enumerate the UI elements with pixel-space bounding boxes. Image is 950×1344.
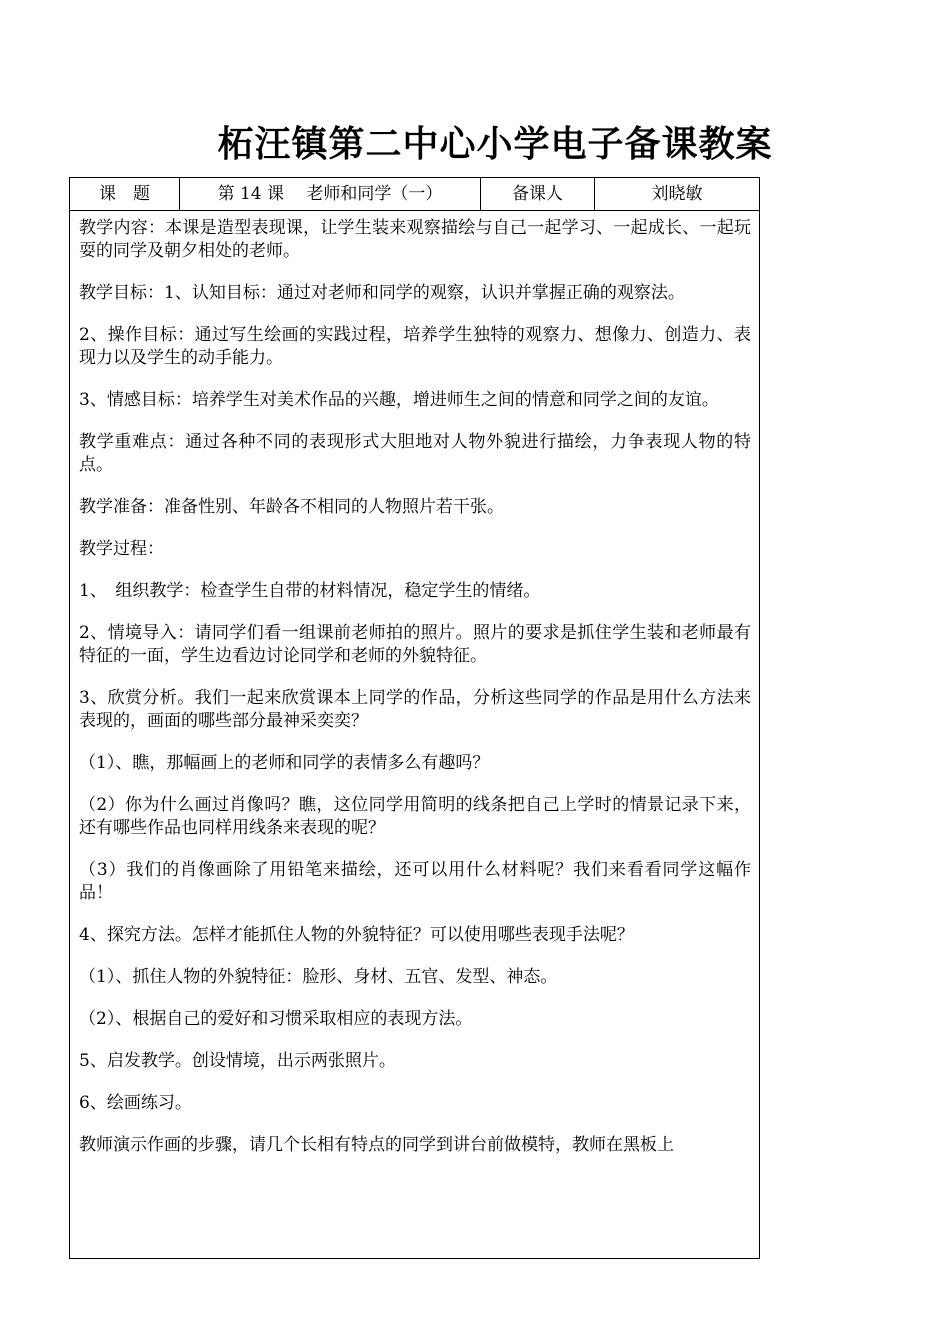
topic-value: 第 14 课 老师和同学（一） — [180, 178, 481, 211]
paragraph-step-4-2: （2）、根据自己的爱好和习惯采取相应的表现方法。 — [79, 1009, 473, 1029]
paragraph-step-4-1: （1）、抓住人物的外貌特征：脸形、身材、五官、发型、神态。 — [79, 967, 558, 987]
header-row — [70, 178, 760, 211]
topic-label: 课 题 — [70, 178, 180, 211]
paragraph-step-6: 6、绘画练习。 — [79, 1093, 192, 1113]
paragraph-step-2: 2、情境导入：请同学们看一组课前老师拍的照片。照片的要求是抓住学生装和老师最有特征的一面，学生边看边讨论同学和老师的外貌特征。 — [79, 623, 751, 666]
paragraph-key-points: 教学重难点：通过各种不同的表现形式大胆地对人物外貌进行描绘，力争表现人物的特点。 — [79, 432, 751, 475]
paragraph-step-3-3: （3）我们的肖像画除了用铅笔来描绘，还可以用什么材料呢？我们来看看同学这幅作品！ — [79, 860, 751, 903]
paragraph-step-1: 1、 组织教学：检查学生自带的材料情况，稳定学生的情绪。 — [79, 581, 541, 601]
paragraph-step-3-2: （2）你为什么画过肖像吗？瞧，这位同学用简明的线条把自己上学时的情景记录下来，还有哪些作品也同样用线条来表现的呢？ — [79, 795, 751, 838]
paragraph-process-heading: 教学过程： — [79, 539, 164, 559]
lesson-content — [70, 211, 760, 1259]
paragraph-step-4: 4、探究方法。怎样才能抓住人物的外貌特征？可以使用哪些表现手法呢？ — [79, 925, 634, 945]
paragraph-step-3-1: （1）、瞧，那幅画上的老师和同学的表情多么有趣吗？ — [79, 753, 490, 773]
preparer-label: 备课人 — [481, 178, 595, 211]
paragraph-goal-emotion: 3、情感目标：培养学生对美术作品的兴趣，增进师生之间的情意和同学之间的友谊。 — [79, 390, 719, 410]
preparer-value: 刘晓敏 — [595, 178, 760, 211]
paragraph-goal-operation: 2、操作目标：通过写生绘画的实践过程，培养学生独特的观察力、想像力、创造力、表现力以及学生的动手能力。 — [79, 325, 751, 368]
paragraph-demonstration: 教师演示作画的步骤，请几个长相有特点的同学到讲台前做模特，教师在黑板上 — [79, 1135, 674, 1155]
paragraph-preparation: 教学准备：准备性别、年龄各不相同的人物照片若干张。 — [79, 497, 504, 517]
paragraph-goal-cognitive: 教学目标：1、认知目标：通过对老师和同学的观察，认识并掌握正确的观察法。 — [79, 283, 685, 303]
paragraph-step-3: 3、欣赏分析。我们一起来欣赏课本上同学的作品，分析这些同学的作品是用什么方法来表现的，画面的哪些部分最神采奕奕？ — [79, 688, 751, 731]
document-title: 柘汪镇第二中心小学电子备课教案 — [217, 123, 773, 165]
content-row — [70, 211, 760, 1259]
paragraph-teaching-content: 教学内容：本课是造型表现课，让学生装来观察描绘与自己一起学习、一起成长、一起玩耍的同学及朝夕相处的老师。 — [79, 218, 751, 261]
paragraph-step-5: 5、启发教学。创设情境，出示两张照片。 — [79, 1051, 396, 1071]
lesson-plan-table — [69, 177, 760, 1259]
